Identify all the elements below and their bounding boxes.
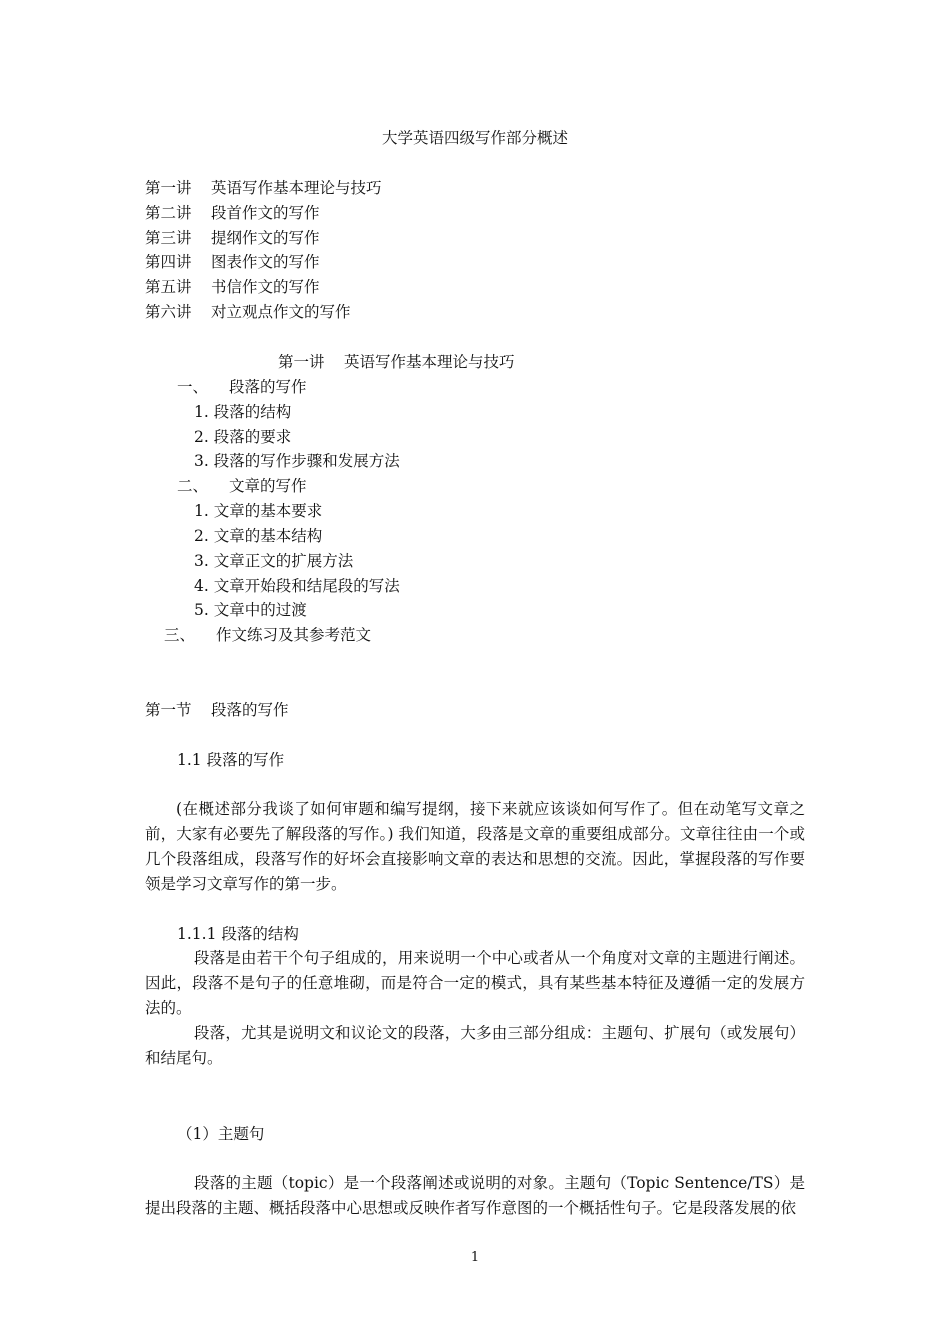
- outline-part: [177, 377, 307, 397]
- toc-item-text: 英语写作基本理论与技巧: [211, 179, 382, 197]
- outline-part-text: 段落的写作: [229, 378, 307, 396]
- toc-item-number: 第六讲: [145, 303, 192, 321]
- lecture-heading-text: 英语写作基本理论与技巧: [344, 353, 515, 371]
- subsection-heading: 1.1 段落的写作: [177, 751, 285, 769]
- section-heading-text: 段落的写作: [211, 701, 289, 719]
- toc-item-text: 段首作文的写作: [211, 204, 320, 222]
- toc-item-number: 第三讲: [145, 229, 192, 247]
- outline-part-number: 一、: [177, 378, 209, 396]
- lecture-heading-number: 第一讲: [278, 353, 325, 371]
- toc-item-number: 第五讲: [145, 278, 192, 296]
- body-paragraph: 段落的主题（topic）是一个段落阐述或说明的对象。主题句（Topic Sentence/TS）是提出段落的主题、概括段落中心思想或反映作者写作意图的一个概括性句子。它是段落发展的依: [145, 1174, 805, 1217]
- document-title: 大学英语四级写作部分概述: [381, 129, 568, 147]
- outline-item: 4. 文章开始段和结尾段的写法: [194, 577, 400, 595]
- outline-part: [177, 476, 307, 496]
- toc-item: [145, 228, 320, 248]
- toc-item: [145, 277, 320, 297]
- outline-item: 5. 文章中的过渡: [194, 601, 307, 619]
- toc-item-number: 第四讲: [145, 253, 192, 271]
- body-paragraph: 段落，尤其是说明文和议论文的段落，大多由三部分组成：主题句、扩展句（或发展句）和结尾句。: [145, 1024, 805, 1067]
- outline-part-number: 三、: [164, 626, 196, 644]
- outline-item: 3. 段落的写作步骤和发展方法: [194, 452, 400, 470]
- section-heading: [145, 700, 289, 720]
- toc-item-text: 对立观点作文的写作: [211, 303, 351, 321]
- toc-item-number: 第一讲: [145, 179, 192, 197]
- outline-part-text: 文章的写作: [229, 477, 307, 495]
- toc-item-number: 第二讲: [145, 204, 192, 222]
- toc-item: [145, 252, 320, 272]
- outline-item: 2. 文章的基本结构: [194, 527, 323, 545]
- outline-item: 1. 文章的基本要求: [194, 502, 323, 520]
- outline-part-number: 二、: [177, 477, 209, 495]
- outline-item: 3. 文章正文的扩展方法: [194, 552, 354, 570]
- toc-item-text: 图表作文的写作: [211, 253, 320, 271]
- subsubsection-heading: 1.1.1 段落的结构: [177, 925, 299, 943]
- outline-part: [164, 625, 371, 645]
- toc-item-text: 书信作文的写作: [211, 278, 320, 296]
- topic-sentence-heading: （1）主题句: [177, 1125, 265, 1143]
- page-number: 1: [470, 1250, 480, 1265]
- toc-item: [145, 203, 320, 223]
- outline-item: 2. 段落的要求: [194, 428, 292, 446]
- intro-paragraph: (在概述部分我谈了如何审题和编写提纲，接下来就应该谈如何写作了。但在动笔写文章之前，大家有必要先了解段落的写作。) 我们知道，段落是文章的重要组成部分。文章往往由一个或几个段落组成，段落写作的好坏会直接影响文章的表达和思想的交流。因此，掌握段落的写作要领是学习文章写作的第一步。: [145, 800, 805, 893]
- outline-item: 1. 段落的结构: [194, 403, 292, 421]
- toc-item: [145, 178, 382, 198]
- toc-item-text: 提纲作文的写作: [211, 229, 320, 247]
- toc-item: [145, 302, 351, 322]
- body-paragraph: 段落是由若干个句子组成的，用来说明一个中心或者从一个角度对文章的主题进行阐述。因此，段落不是句子的任意堆砌，而是符合一定的模式，具有某些基本特征及遵循一定的发展方法的。: [145, 949, 805, 1017]
- outline-part-text: 作文练习及其参考范文: [216, 626, 372, 644]
- section-heading-number: 第一节: [145, 701, 192, 719]
- lecture-heading: [278, 352, 515, 372]
